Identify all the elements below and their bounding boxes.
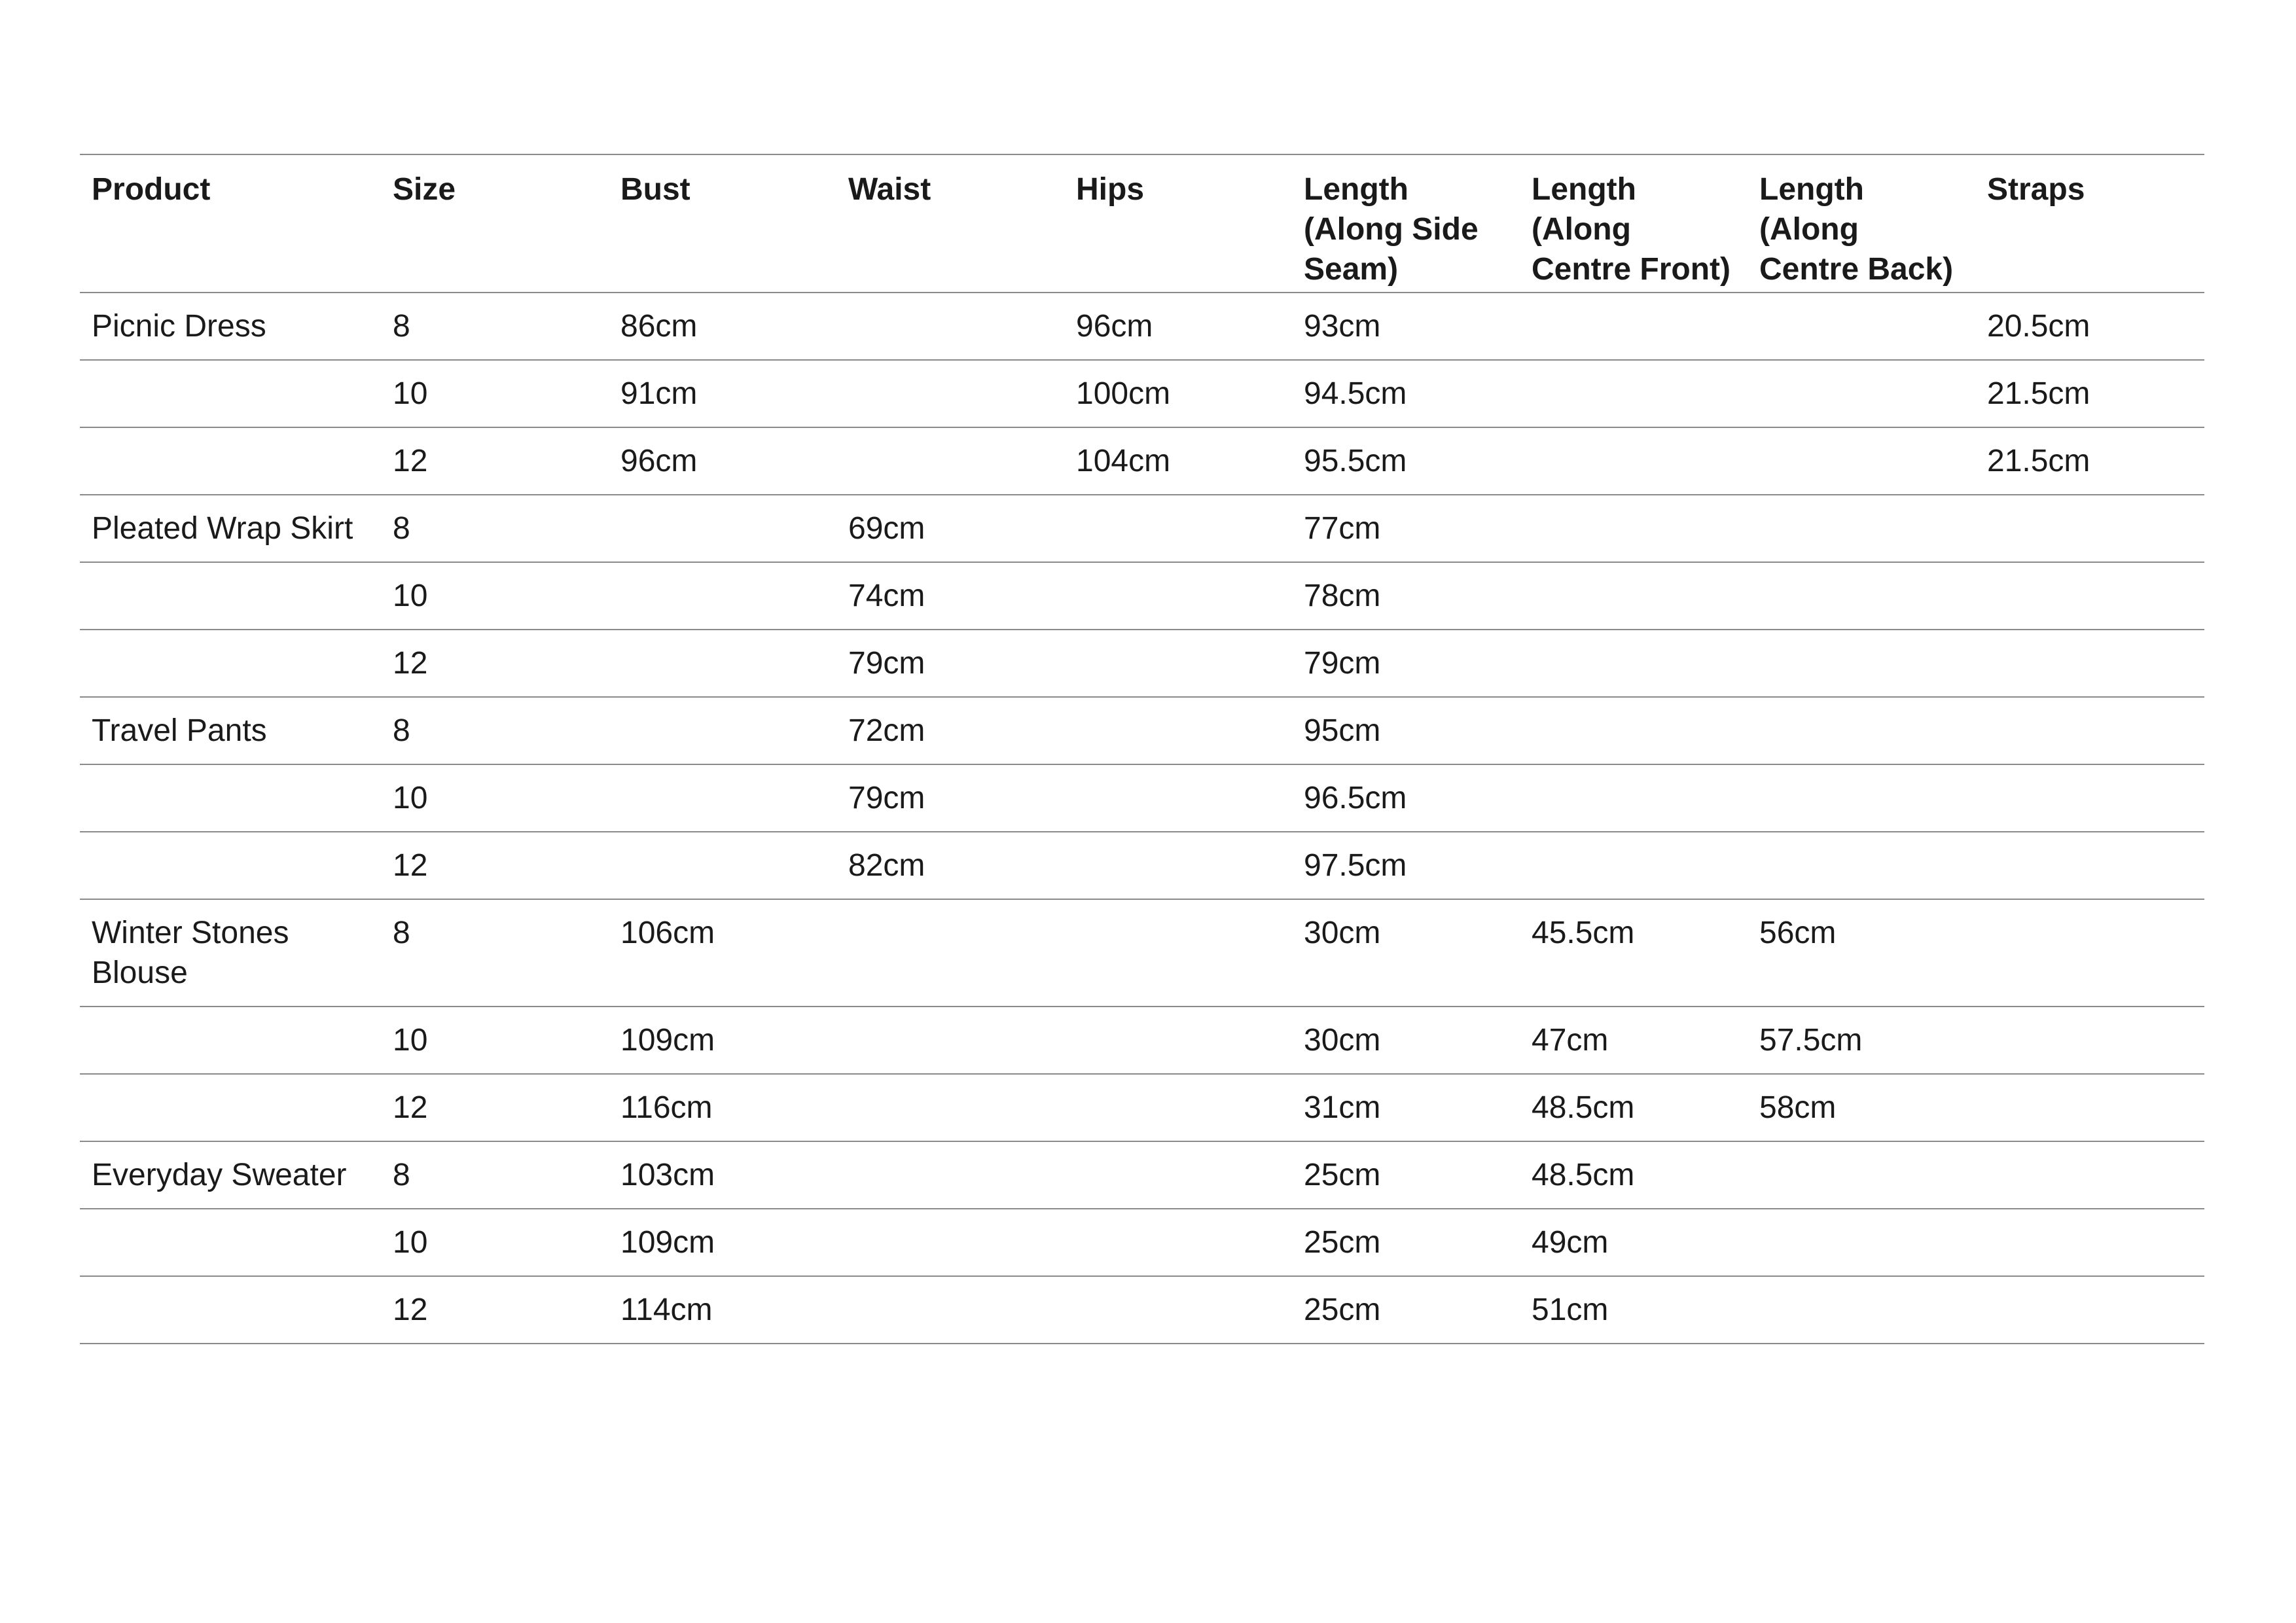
header-hips: Hips <box>1064 154 1292 293</box>
table-row <box>80 1007 2204 1074</box>
cell-length-side-seam: 25cm <box>1292 1209 1520 1276</box>
cell-length-side-seam: 95cm <box>1292 697 1520 764</box>
cell-product <box>80 832 381 899</box>
table-row <box>80 360 2204 427</box>
cell-hips <box>1064 562 1292 630</box>
cell-length-centre-back <box>1748 495 1975 562</box>
cell-straps <box>1975 764 2204 832</box>
cell-length-centre-back: 58cm <box>1748 1074 1975 1141</box>
cell-hips <box>1064 697 1292 764</box>
cell-size: 8 <box>381 293 609 360</box>
cell-bust: 103cm <box>609 1141 836 1209</box>
cell-size: 12 <box>381 427 609 495</box>
cell-product <box>80 1074 381 1141</box>
cell-straps <box>1975 562 2204 630</box>
cell-length-centre-front <box>1520 764 1748 832</box>
cell-bust <box>609 562 836 630</box>
cell-bust <box>609 630 836 697</box>
cell-size: 10 <box>381 1007 609 1074</box>
cell-length-centre-back <box>1748 293 1975 360</box>
cell-length-centre-back <box>1748 1209 1975 1276</box>
cell-bust: 96cm <box>609 427 836 495</box>
cell-length-centre-front <box>1520 293 1748 360</box>
table-row <box>80 1074 2204 1141</box>
cell-bust <box>609 832 836 899</box>
cell-straps <box>1975 899 2204 1007</box>
cell-straps: 21.5cm <box>1975 360 2204 427</box>
cell-length-centre-back <box>1748 1141 1975 1209</box>
cell-straps <box>1975 1209 2204 1276</box>
cell-length-side-seam: 77cm <box>1292 495 1520 562</box>
cell-waist: 82cm <box>836 832 1064 899</box>
cell-length-centre-back <box>1748 1276 1975 1344</box>
cell-length-centre-front <box>1520 495 1748 562</box>
cell-length-centre-front: 48.5cm <box>1520 1074 1748 1141</box>
table-row <box>80 1276 2204 1344</box>
cell-length-centre-front: 47cm <box>1520 1007 1748 1074</box>
cell-size: 10 <box>381 360 609 427</box>
cell-bust: 91cm <box>609 360 836 427</box>
cell-product: Picnic Dress <box>80 293 381 360</box>
cell-waist: 74cm <box>836 562 1064 630</box>
header-bust: Bust <box>609 154 836 293</box>
cell-length-side-seam: 96.5cm <box>1292 764 1520 832</box>
cell-product: Pleated Wrap Skirt <box>80 495 381 562</box>
cell-length-centre-back: 56cm <box>1748 899 1975 1007</box>
cell-length-centre-front: 45.5cm <box>1520 899 1748 1007</box>
cell-bust <box>609 764 836 832</box>
cell-waist: 79cm <box>836 764 1064 832</box>
header-waist: Waist <box>836 154 1064 293</box>
cell-straps <box>1975 1074 2204 1141</box>
cell-length-side-seam: 79cm <box>1292 630 1520 697</box>
cell-product <box>80 360 381 427</box>
cell-length-centre-back: 57.5cm <box>1748 1007 1975 1074</box>
table-row <box>80 1141 2204 1209</box>
cell-length-centre-back <box>1748 427 1975 495</box>
cell-product <box>80 1276 381 1344</box>
cell-waist <box>836 899 1064 1007</box>
header-length-centre-front: Length (Along Centre Front) <box>1520 154 1748 293</box>
cell-length-centre-back <box>1748 764 1975 832</box>
cell-product: Winter Stones Blouse <box>80 899 381 1007</box>
cell-length-side-seam: 94.5cm <box>1292 360 1520 427</box>
cell-product <box>80 1209 381 1276</box>
table-header <box>80 154 2204 293</box>
cell-waist <box>836 360 1064 427</box>
cell-straps <box>1975 495 2204 562</box>
cell-waist <box>836 1209 1064 1276</box>
cell-size: 10 <box>381 562 609 630</box>
cell-bust: 86cm <box>609 293 836 360</box>
cell-straps: 20.5cm <box>1975 293 2204 360</box>
cell-product <box>80 427 381 495</box>
header-product: Product <box>80 154 381 293</box>
cell-bust <box>609 495 836 562</box>
cell-length-centre-front: 51cm <box>1520 1276 1748 1344</box>
cell-waist: 72cm <box>836 697 1064 764</box>
table-row <box>80 293 2204 360</box>
cell-bust: 116cm <box>609 1074 836 1141</box>
cell-length-centre-front: 49cm <box>1520 1209 1748 1276</box>
table-row <box>80 630 2204 697</box>
cell-hips <box>1064 1276 1292 1344</box>
cell-length-centre-back <box>1748 630 1975 697</box>
header-size: Size <box>381 154 609 293</box>
cell-waist: 79cm <box>836 630 1064 697</box>
cell-length-side-seam: 31cm <box>1292 1074 1520 1141</box>
cell-straps <box>1975 630 2204 697</box>
cell-length-side-seam: 95.5cm <box>1292 427 1520 495</box>
table-row <box>80 562 2204 630</box>
table-row <box>80 495 2204 562</box>
cell-length-centre-front <box>1520 630 1748 697</box>
cell-hips: 96cm <box>1064 293 1292 360</box>
table-row <box>80 832 2204 899</box>
cell-hips: 100cm <box>1064 360 1292 427</box>
cell-size: 8 <box>381 1141 609 1209</box>
cell-size: 12 <box>381 630 609 697</box>
cell-length-side-seam: 25cm <box>1292 1276 1520 1344</box>
table-row <box>80 764 2204 832</box>
cell-waist <box>836 293 1064 360</box>
header-length-centre-back: Length (Along Centre Back) <box>1748 154 1975 293</box>
cell-size: 12 <box>381 832 609 899</box>
cell-bust: 114cm <box>609 1276 836 1344</box>
cell-waist <box>836 1074 1064 1141</box>
cell-size: 8 <box>381 495 609 562</box>
cell-straps <box>1975 1007 2204 1074</box>
cell-length-centre-front: 48.5cm <box>1520 1141 1748 1209</box>
cell-waist <box>836 1276 1064 1344</box>
cell-size: 12 <box>381 1074 609 1141</box>
cell-hips <box>1064 1209 1292 1276</box>
cell-waist: 69cm <box>836 495 1064 562</box>
cell-waist <box>836 427 1064 495</box>
cell-straps <box>1975 832 2204 899</box>
cell-bust <box>609 697 836 764</box>
cell-hips <box>1064 1141 1292 1209</box>
cell-length-centre-front <box>1520 832 1748 899</box>
cell-size: 12 <box>381 1276 609 1344</box>
table-row <box>80 427 2204 495</box>
table-row <box>80 1209 2204 1276</box>
cell-length-centre-front <box>1520 697 1748 764</box>
cell-hips <box>1064 495 1292 562</box>
header-straps: Straps <box>1975 154 2204 293</box>
cell-length-centre-front <box>1520 360 1748 427</box>
cell-length-side-seam: 78cm <box>1292 562 1520 630</box>
cell-product <box>80 764 381 832</box>
cell-size: 10 <box>381 764 609 832</box>
cell-hips: 104cm <box>1064 427 1292 495</box>
cell-straps <box>1975 1276 2204 1344</box>
cell-straps: 21.5cm <box>1975 427 2204 495</box>
table-row <box>80 697 2204 764</box>
cell-bust: 109cm <box>609 1209 836 1276</box>
cell-product <box>80 630 381 697</box>
cell-product: Everyday Sweater <box>80 1141 381 1209</box>
table-row <box>80 899 2204 1007</box>
cell-waist <box>836 1141 1064 1209</box>
cell-bust: 106cm <box>609 899 836 1007</box>
cell-length-side-seam: 25cm <box>1292 1141 1520 1209</box>
cell-length-centre-back <box>1748 697 1975 764</box>
cell-hips <box>1064 1007 1292 1074</box>
cell-hips <box>1064 764 1292 832</box>
cell-hips <box>1064 832 1292 899</box>
cell-hips <box>1064 630 1292 697</box>
cell-hips <box>1064 1074 1292 1141</box>
cell-straps <box>1975 1141 2204 1209</box>
cell-length-centre-back <box>1748 562 1975 630</box>
cell-size: 8 <box>381 697 609 764</box>
cell-length-side-seam: 93cm <box>1292 293 1520 360</box>
cell-product: Travel Pants <box>80 697 381 764</box>
cell-straps <box>1975 697 2204 764</box>
cell-length-centre-front <box>1520 562 1748 630</box>
header-length-side-seam: Length (Along Side Seam) <box>1292 154 1520 293</box>
header-row <box>80 154 2204 293</box>
cell-length-side-seam: 30cm <box>1292 899 1520 1007</box>
cell-length-centre-front <box>1520 427 1748 495</box>
cell-length-centre-back <box>1748 832 1975 899</box>
cell-length-side-seam: 97.5cm <box>1292 832 1520 899</box>
cell-length-side-seam: 30cm <box>1292 1007 1520 1074</box>
table-body <box>80 293 2204 1344</box>
cell-product <box>80 562 381 630</box>
cell-hips <box>1064 899 1292 1007</box>
cell-bust: 109cm <box>609 1007 836 1074</box>
cell-length-centre-back <box>1748 360 1975 427</box>
cell-size: 10 <box>381 1209 609 1276</box>
cell-size: 8 <box>381 899 609 1007</box>
cell-product <box>80 1007 381 1074</box>
size-chart-table <box>80 154 2204 1344</box>
cell-waist <box>836 1007 1064 1074</box>
